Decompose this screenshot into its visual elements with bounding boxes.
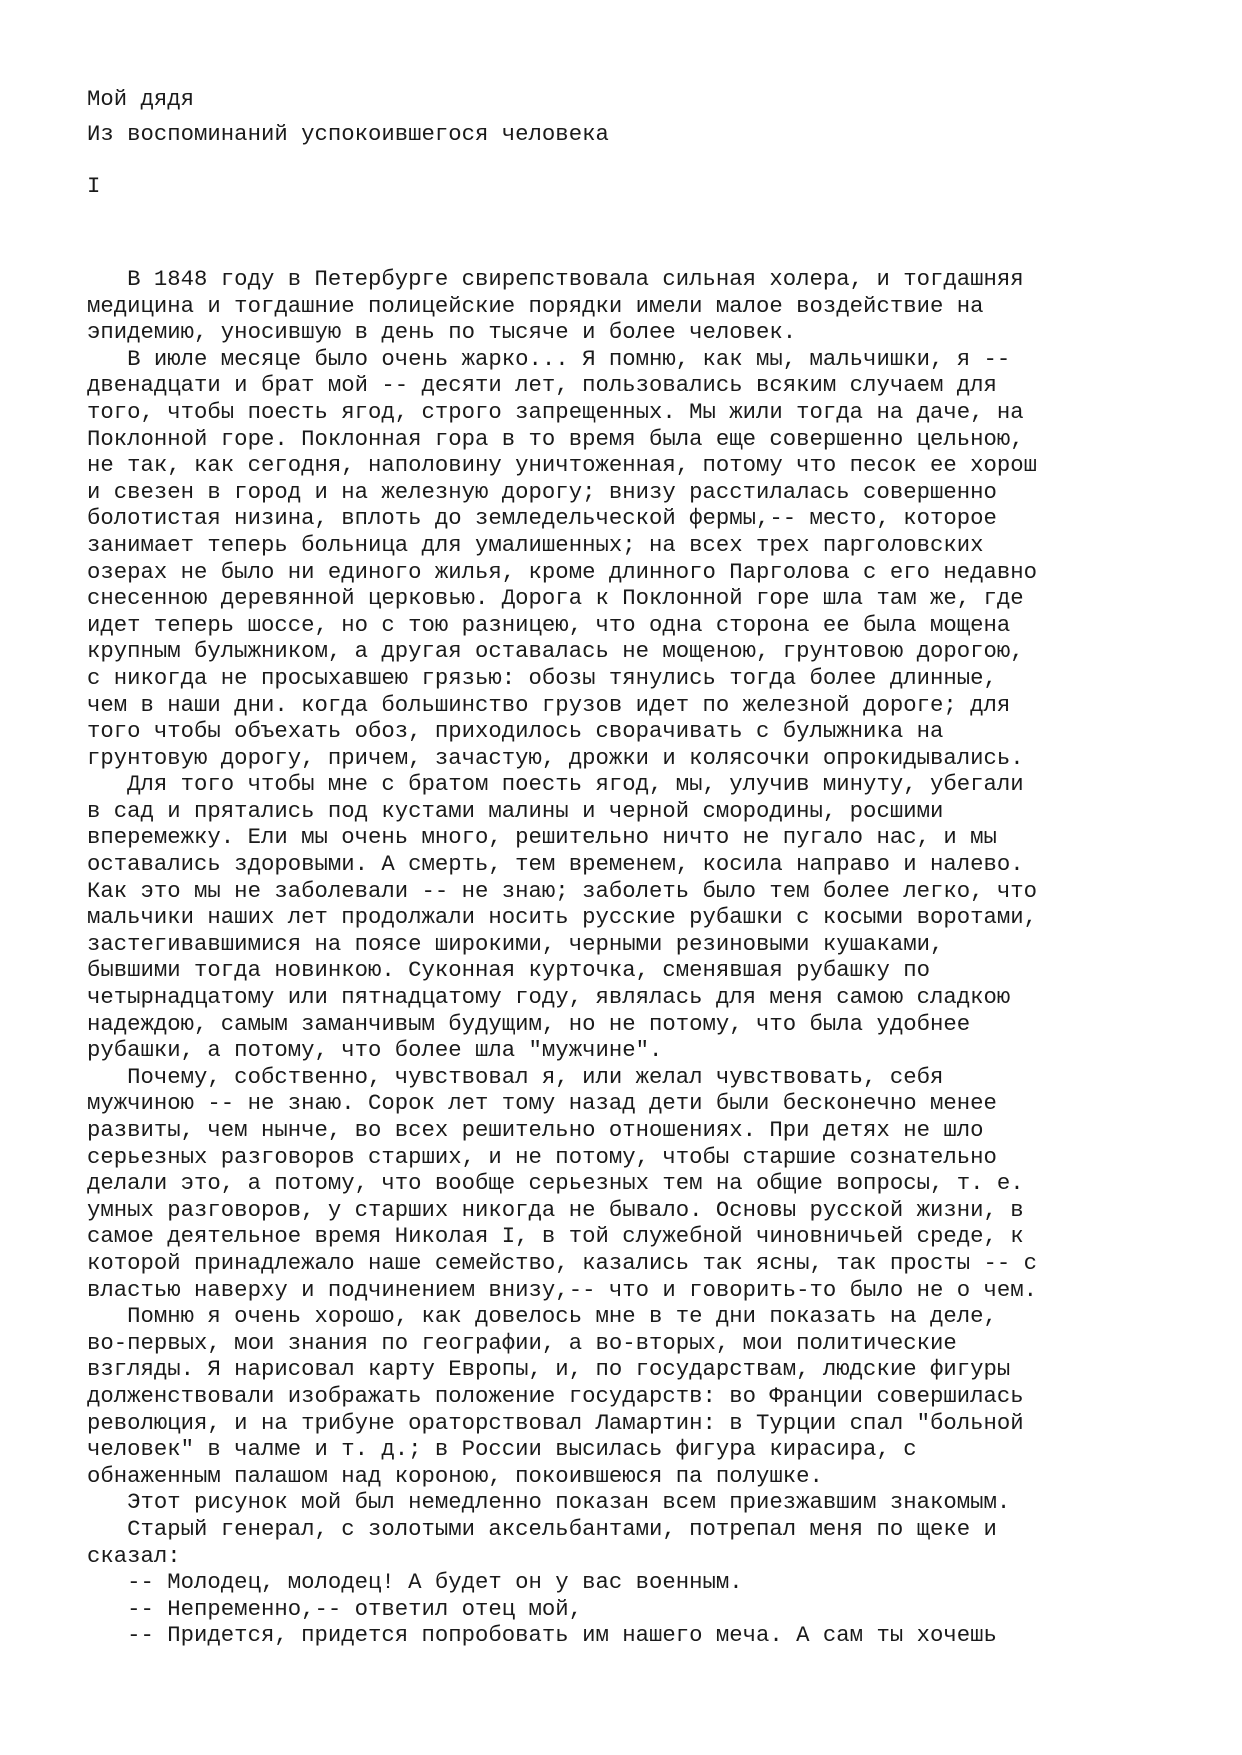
- text-line: умных разговоров, у старших никогда не бывало. Основы русской жизни, в: [87, 1196, 1024, 1223]
- text-line: рубашки, а потому, что более шла "мужчине".: [87, 1037, 663, 1064]
- text-line: четырнадцатому или пятнадцатому году, являлась для меня самою сладкою: [87, 984, 1011, 1011]
- text-line: во-первых, мои знания по географии, а во-вторых, мои политические: [87, 1329, 957, 1356]
- text-line: Для того чтобы мне с братом поесть ягод, мы, улучив минуту, убегали: [87, 771, 1024, 798]
- text-line: чем в наши дни. когда большинство грузов идет по железной дороге; для: [87, 691, 1011, 718]
- text-line: В 1848 году в Петербурге свирепствовала сильная холера, и тогдашняя: [87, 266, 1024, 292]
- text-line: болотистая низина, вплоть до земледельческой фермы,-- место, которое: [87, 505, 997, 532]
- text-line: Помню я очень хорошо, как довелось мне в те дни показать на деле,: [87, 1303, 997, 1330]
- text-line: делали это, а потому, что вообще серьезных тем на общие вопросы, т. е.: [87, 1170, 1024, 1197]
- text-line: идет теперь шоссе, но с тою разницею, что одна сторона ее была мощена: [87, 611, 1011, 638]
- text-line: застегивавшимися на поясе широкими, черными резиновыми кушаками,: [87, 930, 944, 957]
- text-line: Этот рисунок мой был немедленно показан всем приезжавшим знакомым.: [87, 1489, 1011, 1516]
- text-line: надеждою, самым заманчивым будущим, но не потому, что была удобнее: [87, 1010, 971, 1037]
- text-line: бывшими тогда новинкою. Суконная курточка, сменявшая рубашку по: [87, 957, 930, 984]
- text-line: медицина и тогдашние полицейские порядки имели малое воздействие на: [87, 292, 984, 319]
- text-line: Как это мы не заболевали -- не знаю; заболеть было тем более легко, что: [87, 877, 1038, 904]
- text-line: -- Молодец, молодец! А будет он у вас военным.: [87, 1569, 743, 1596]
- document-subtitle: Из воспоминаний успокоившегося человека: [87, 121, 609, 147]
- text-line: в сад и прятались под кустами малины и черной смородины, росшими: [87, 797, 944, 824]
- text-line: того, чтобы поесть ягод, строго запрещенных. Мы жили тогда на даче, на: [87, 398, 1024, 425]
- text-line: вперемежку. Ели мы очень много, решительно ничто не пугало нас, и мы: [87, 824, 997, 851]
- text-line: эпидемию, уносившую в день по тысяче и более человек.: [87, 319, 797, 346]
- text-line: и свезен в город и на железную дорогу; внизу расстилалась совершенно: [87, 478, 997, 505]
- text-line: самое деятельное время Николая I, в той служебной чиновничьей среде, к: [87, 1223, 1024, 1250]
- text-line: В июле месяце было очень жарко... Я помню, как мы, мальчишки, я --: [87, 345, 1011, 372]
- text-line: долженствовали изображать положение государств: во Франции совершилась: [87, 1382, 1024, 1409]
- text-line: развиты, чем нынче, во всех решительно отношениях. При детях не шло: [87, 1117, 984, 1143]
- document-title: Мой дядя: [87, 86, 195, 112]
- text-line: взгляды. Я нарисовал карту Европы, и, по государствам, людские фигуры: [87, 1356, 1011, 1383]
- chapter-number: I: [87, 173, 101, 199]
- text-line: грунтовую дорогу, причем, зачастую, дрожки и колясочки опрокидывались.: [87, 744, 1024, 771]
- body-text: [87, 266, 1037, 1649]
- text-line: оставались здоровыми. А смерть, тем временем, косила направо и налево.: [87, 851, 1024, 878]
- text-line: обнаженным палашом над короною, покоившеюся па полушке.: [87, 1462, 823, 1489]
- text-line: занимает теперь больница для умалишенных; на всех трех парголовских: [87, 531, 984, 558]
- text-line: властью наверху и подчинением внизу,-- что и говорить-то было не о чем.: [87, 1276, 1038, 1303]
- text-line: с никогда не просыхавшею грязью: обозы тянулись тогда более длинные,: [87, 664, 997, 691]
- text-line: двенадцати и брат мой -- десяти лет, пользовались всяким случаем для: [87, 372, 997, 399]
- text-line: снесенною деревянной церковью. Дорога к Поклонной горе шла там же, где: [87, 585, 1024, 612]
- text-line: Почему, собственно, чувствовал я, или желал чувствовать, себя: [87, 1063, 944, 1090]
- text-line: революция, и на трибуне ораторствовал Ламартин: в Турции спал "больной: [87, 1409, 1024, 1436]
- text-line: озерах не было ни единого жилья, кроме длинного Парголова с его недавно: [87, 558, 1038, 585]
- text-line: сказал:: [87, 1542, 181, 1569]
- text-line: -- Непременно,-- ответил отец мой,: [87, 1595, 583, 1622]
- text-line: мальчики наших лет продолжали носить русские рубашки с косыми воротами,: [87, 904, 1038, 931]
- text-line: которой принадлежало наше семейство, казались так ясны, так просты -- с: [87, 1249, 1038, 1276]
- text-line: человек" в чалме и т. д.; в России высилась фигура кирасира, с: [87, 1436, 917, 1463]
- text-line: Поклонной горе. Поклонная гора в то время была еще совершенно цельною,: [87, 425, 1024, 452]
- text-line: серьезных разговоров старших, и не потому, чтобы старшие сознательно: [87, 1143, 997, 1170]
- text-line: не так, как сегодня, наполовину уничтоженная, потому что песок ее хорош: [87, 452, 1038, 479]
- text-line: крупным булыжником, а другая оставалась не мощеною, грунтовою дорогою,: [87, 638, 1024, 665]
- text-line: Старый генерал, с золотыми аксельбантами, потрепал меня по щеке и: [87, 1515, 997, 1542]
- text-line: того чтобы объехать обоз, приходилось сворачивать с булыжника на: [87, 718, 944, 745]
- text-line: мужчиною -- не знаю. Сорок лет тому назад дети были бесконечно менее: [87, 1090, 997, 1117]
- text-line: -- Придется, придется попробовать им нашего меча. А сам ты хочешь: [87, 1622, 997, 1649]
